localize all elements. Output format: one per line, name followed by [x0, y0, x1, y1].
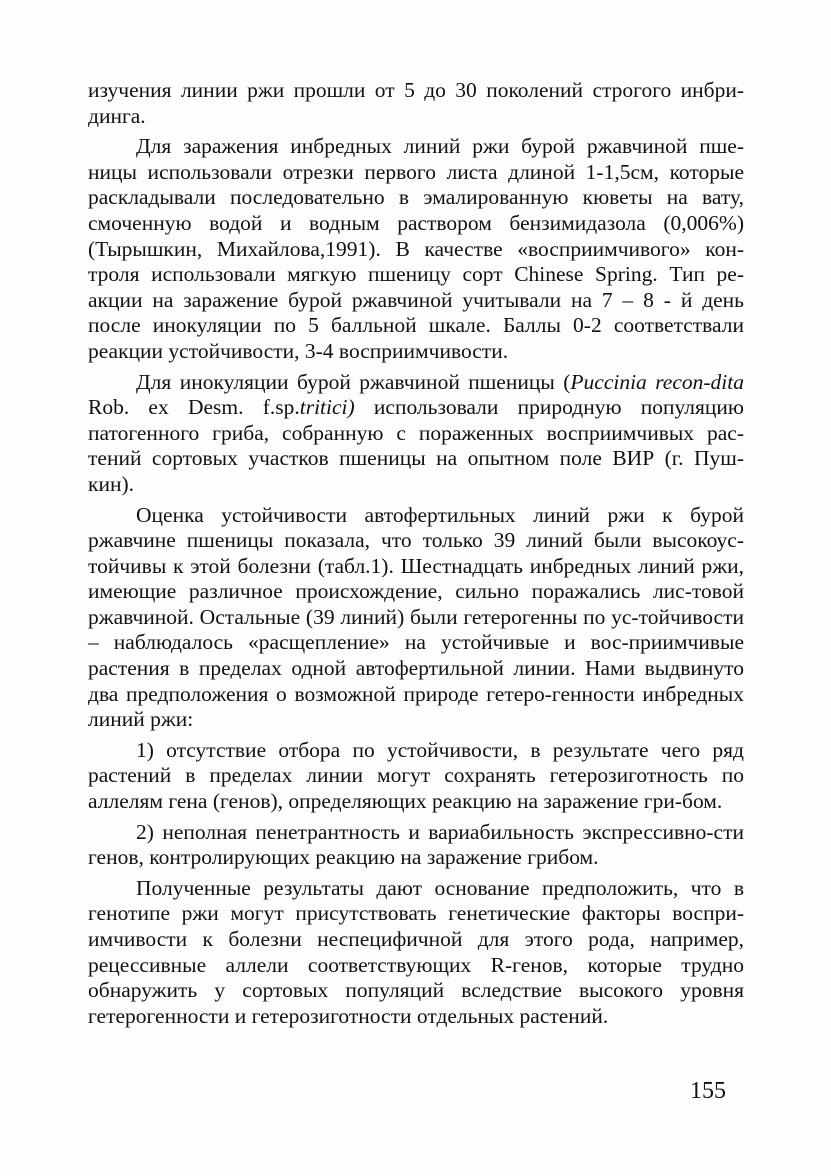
paragraph-3-part-5: использовали природную популяцию патогенного гриба, собранную с пораженных восприимчивых рас-тений сортовых участков пшеницы на опытном поле ВИР (г. Пуш-кин). — [88, 395, 744, 496]
page-number: 155 — [690, 1078, 726, 1104]
paragraph-3-forma-specialis: tritici) — [299, 395, 355, 420]
paragraph-3-species-name: Puccinia recon-dita — [570, 369, 744, 394]
page-body — [88, 78, 744, 1029]
paragraph-2: Для заражения инбредных линий ржи бурой ржавчиной пше-ницы использовали отрезки первого листа длиной 1-1,5см, которые раскладывали последовательно в эмалированную кюветы на вату, смоченную водой и водным раствором бензимидазола (0,006%) (Тырышкин, Михайлова,1991). В качестве «восприимчивого» кон-троля использовали мягкую пшеницу сорт Chinese Spring. Тип ре-акции на заражение бурой ржавчиной учитывали на 7 – 8 - й день после инокуляции по 5 балльной шкале. Баллы 0-2 соответствали реакции устойчивости, 3-4 восприимчивости. — [88, 134, 744, 363]
paragraph-3-part-1: Для инокуляции бурой ржавчиной пшеницы ( — [136, 369, 571, 394]
paragraph-6-list-item-2: 2) неполная пенетрантность и вариабильность экспрессивно-сти генов, контролирующих реакцию на заражение грибом. — [88, 819, 744, 870]
paragraph-5-list-item-1: 1) отсутствие отбора по устойчивости, в результате чего ряд растений в пределах линии могут сохранять гетерозиготность по аллелям гена (генов), определяющих реакцию на заражение гри-бом. — [88, 737, 744, 814]
paragraph-1: изучения линии ржи прошли от 5 до 30 поколений строгого инбри-динга. — [88, 78, 744, 128]
paragraph-3 — [88, 370, 744, 498]
paragraph-4: Оценка устойчивости автофертильных линий ржи к бурой ржавчине пшеницы показала, что только 39 линий были высокоус-тойчивы к этой болезни (табл.1). Шестнадцать инбредных линий ржи, имеющие различное происхождение, сильно поражались лис-товой ржавчиной. Остальные (39 линий) были гетерогенны по ус-тойчивости – наблюдалось «расщепление» на устойчивые и вос-приимчивые растения в пределах одной автофертильной линии. Нами выдвинуто два предположения о возможной природе гетеро-генности инбредных линий ржи: — [88, 502, 744, 732]
paragraph-7: Полученные результаты дают основание предположить, что в генотипе ржи могут присутствовать генетические факторы воспри-имчивости к болезни неспецифичной для этого рода, например, рецессивные аллели соответствующих R-генов, которые трудно обнаружить у сортовых популяций вследствие высокого уровня гетерогенности и гетерозиготности отдельных растений. — [88, 875, 744, 1028]
paragraph-3-part-3: Rob. ex Desm. f.sp. — [88, 395, 300, 420]
